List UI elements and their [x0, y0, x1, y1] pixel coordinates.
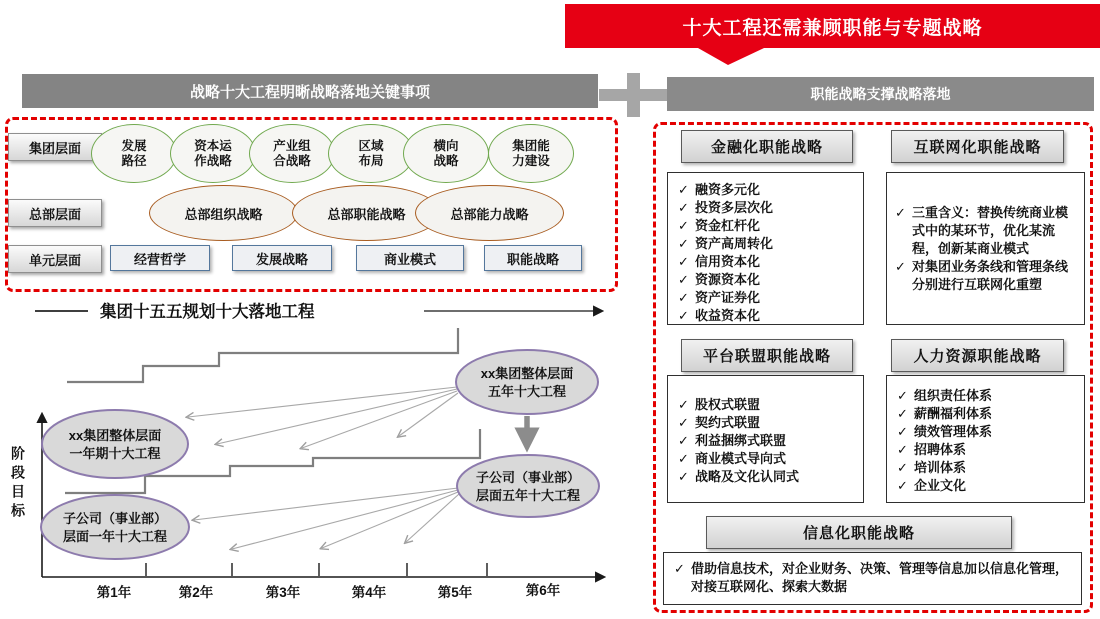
hr-strategy-box: [886, 375, 1085, 503]
checklist-item: ✓ 投资多层次化: [678, 200, 774, 215]
x-axis-labels: [97, 582, 561, 600]
fan-arrows-upper: [188, 387, 458, 448]
year-label: 第5年: [437, 585, 473, 600]
check-icon: ✓: [897, 460, 908, 475]
year-label: 第1年: [96, 585, 132, 600]
oval-sub-five-year: [457, 455, 599, 517]
checklist-item: ✓ 对集团业务条线和管理条线分别进行互联网化重塑: [895, 258, 1069, 292]
checklist-item: ✓ 三重含义：替换传统商业模式中的某环节，优化某流程，创新某商业模式: [895, 204, 1069, 256]
check-icon: ✓: [678, 200, 689, 215]
checklist-item: ✓ 利益捆绑式联盟: [678, 433, 787, 448]
upper-staircase: [67, 328, 458, 382]
check-icon: ✓: [897, 424, 908, 439]
check-icon: ✓: [678, 254, 689, 269]
banner-pointer: [698, 48, 764, 65]
right-section-header: 职能战略支撑战略落地: [667, 77, 1094, 111]
left-section-header: 战略十大工程明晰战略落地关键事项: [22, 74, 598, 108]
checklist-item: ✓ 资金杠杆化: [678, 218, 761, 233]
checklist-item: ✓ 培训体系: [897, 460, 967, 475]
check-icon: ✓: [678, 182, 689, 197]
checklist-item: ✓ 资产证券化: [678, 290, 761, 305]
svg-text:子公司（事业部）: 子公司（事业部）: [62, 511, 168, 526]
label-group-level: 集团层面: [8, 133, 102, 161]
header-platform-strategy: 平台联盟职能战略: [681, 339, 853, 372]
svg-text:子公司（事业部）: 子公司（事业部）: [475, 470, 581, 485]
label-unit-level: 单元层面: [8, 245, 102, 273]
finance-strategy-box: [667, 172, 864, 325]
checklist-item: ✓ 薪酬福利体系: [897, 406, 993, 421]
header-hr-strategy: 人力资源职能战略: [891, 339, 1064, 372]
strategy-oval: 总部组织战略: [149, 185, 298, 241]
oval-group-one-year: [42, 410, 188, 478]
check-icon: ✓: [678, 236, 689, 251]
strategy-oval: 总部职能战略: [292, 185, 441, 241]
checklist-item: ✓ 股权式联盟: [678, 397, 761, 412]
checklist-item: ✓ 战略及文化认同式: [678, 469, 800, 484]
checklist-item: ✓ 信用资本化: [678, 254, 761, 269]
svg-text:xx集团整体层面: xx集团整体层面: [480, 366, 574, 381]
y-axis-label: 阶段目标: [10, 446, 26, 522]
checklist-item: ✓ 资源资本化: [678, 272, 761, 287]
check-icon: ✓: [678, 218, 689, 233]
svg-text:xx集团整体层面: xx集团整体层面: [68, 428, 162, 443]
check-icon: ✓: [678, 415, 689, 430]
banner: [565, 4, 1100, 48]
strategy-oval: 区域 布局: [328, 124, 414, 183]
header-internet-strategy: 互联网化职能战略: [891, 130, 1064, 163]
checklist-item: ✓ 借助信息技术，对企业财务、决策、管理等信息加以信息化管理，对接互联网化、探索大数据: [674, 561, 1069, 594]
strategy-rect: 职能战略: [484, 245, 582, 271]
svg-text:层面五年十大工程: 层面五年十大工程: [475, 488, 581, 503]
check-icon: ✓: [678, 308, 689, 323]
strategy-oval: 集团能 力建设: [488, 124, 574, 183]
check-icon: ✓: [895, 258, 906, 274]
strategy-rect: 经营哲学: [110, 245, 210, 271]
checklist-item: ✓ 招聘体系: [897, 442, 967, 457]
strategy-oval: 产业组 合战略: [249, 124, 335, 183]
check-icon: ✓: [678, 397, 689, 412]
checklist-item: ✓ 绩效管理体系: [897, 424, 993, 439]
check-icon: ✓: [897, 442, 908, 457]
check-icon: ✓: [897, 478, 908, 493]
internet-strategy-box: [886, 172, 1085, 325]
banner-title: 十大工程还需兼顾职能与专题战略: [682, 17, 983, 39]
check-icon: ✓: [895, 204, 906, 220]
platform-strategy-box: [667, 375, 864, 503]
check-icon: ✓: [674, 561, 685, 576]
year-label: 第4年: [351, 585, 387, 600]
check-icon: ✓: [678, 290, 689, 305]
checklist-item: ✓ 商业模式导向式: [678, 451, 787, 466]
svg-text:五年十大工程: 五年十大工程: [487, 384, 567, 399]
year-label: 第6年: [525, 583, 561, 598]
checklist-item: ✓ 组织责任体系: [897, 388, 993, 403]
header-it-strategy: 信息化职能战略: [706, 516, 1012, 549]
strategy-oval: 发展 路径: [91, 124, 177, 183]
fan-arrows-lower: [194, 488, 459, 549]
it-strategy-box: [663, 552, 1082, 605]
year-label: 第2年: [178, 585, 214, 600]
strategy-rect: 发展战略: [232, 245, 332, 271]
checklist-item: ✓ 企业文化: [897, 478, 967, 493]
check-icon: ✓: [678, 272, 689, 287]
strategy-rect: 商业模式: [356, 245, 464, 271]
oval-sub-one-year: [41, 495, 189, 559]
svg-text:一年期十大工程: 一年期十大工程: [69, 446, 161, 461]
strategy-oval: 横向 战略: [403, 124, 489, 183]
header-finance-strategy: 金融化职能战略: [681, 130, 853, 163]
label-hq-level: 总部层面: [8, 199, 102, 227]
checklist-item: ✓ 资产高周转化: [678, 236, 774, 251]
svg-text:层面一年十大工程: 层面一年十大工程: [62, 529, 168, 544]
check-icon: ✓: [678, 451, 689, 466]
roadmap-chart: [0, 292, 640, 619]
check-icon: ✓: [897, 406, 908, 421]
x-axis-ticks: [146, 563, 487, 576]
strategy-oval: 总部能力战略: [415, 185, 564, 241]
chart-title: 集团十五五规划十大落地工程: [100, 303, 315, 321]
checklist-item: ✓ 融资多元化: [678, 182, 761, 197]
strategy-oval: 资本运 作战略: [170, 124, 256, 183]
check-icon: ✓: [897, 388, 908, 403]
year-label: 第3年: [265, 585, 301, 600]
check-icon: ✓: [678, 469, 689, 484]
checklist-item: ✓ 收益资本化: [678, 308, 761, 323]
checklist-item: ✓ 契约式联盟: [678, 415, 761, 430]
check-icon: ✓: [678, 433, 689, 448]
oval-group-five-year: [456, 350, 598, 414]
